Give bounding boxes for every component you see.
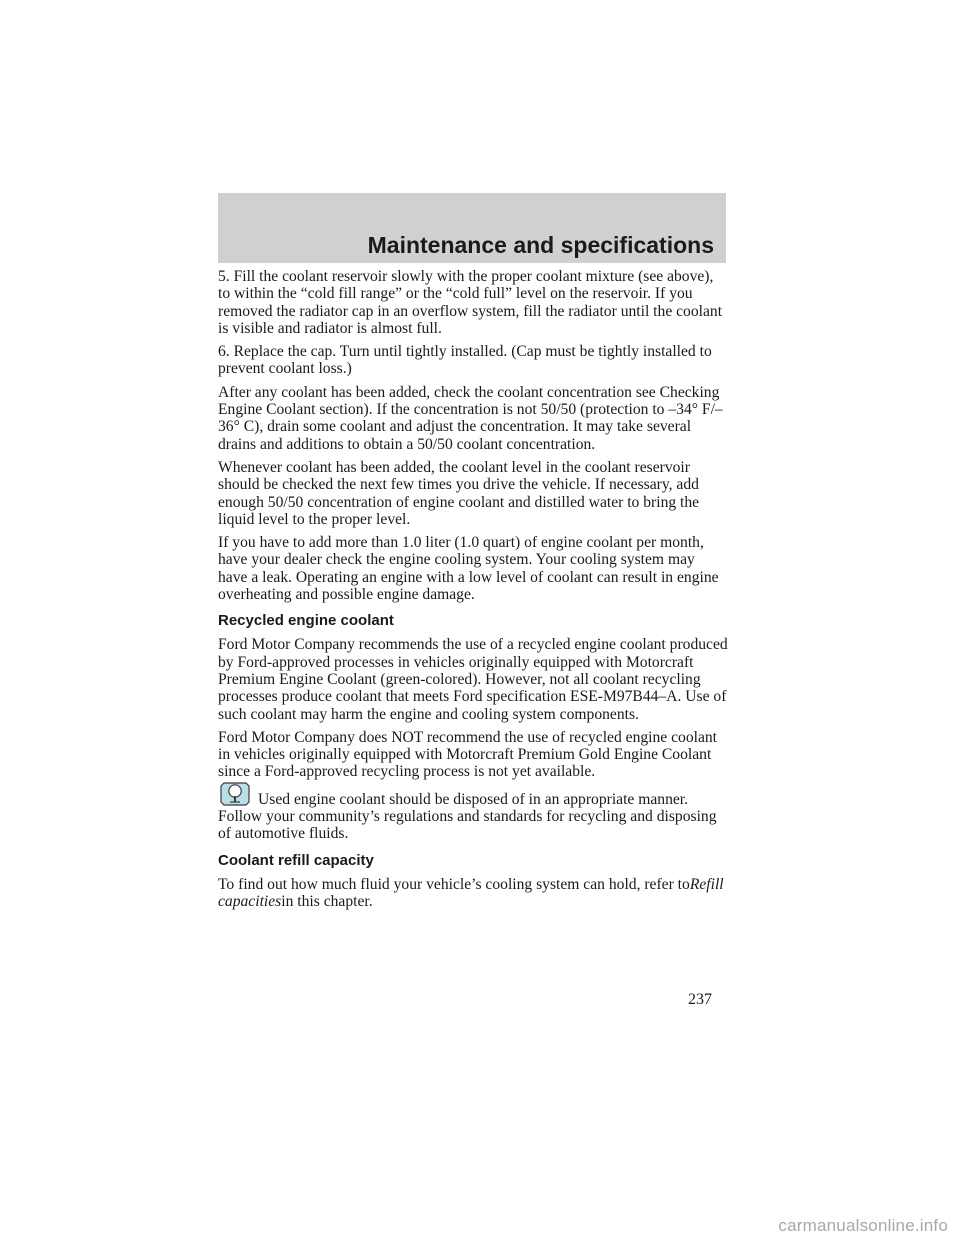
tree-environment-icon	[220, 781, 250, 807]
capacity-text-before: To find out how much fluid your vehicle’s cooling system can hold, refer to	[218, 875, 690, 893]
section-title: Maintenance and specifications	[367, 232, 714, 258]
environment-note	[218, 791, 728, 843]
environment-note-text: Used engine coolant should be disposed of in an appropriate manner. Follow your community’s regulations and standards for recycling and disposing of automotive fluids.	[218, 790, 717, 843]
section-header-band	[218, 193, 726, 263]
capacity-text-after: in this chapter.	[281, 892, 373, 910]
page-number: 237	[688, 991, 712, 1008]
watermark: carmanualsonline.info	[778, 1216, 948, 1235]
refill-capacities-reference[interactable]: Refill capacities	[218, 875, 724, 910]
page-content	[218, 268, 728, 916]
paragraph-recycled-not-recommended: Ford Motor Company does NOT recommend the use of recycled engine coolant in vehicles originally equipped with Motorcraft Premium Gold Engine Coolant since a Ford-approved recycling process is not yet available.	[218, 728, 718, 781]
paragraph-step-5: 5. Fill the coolant reservoir slowly with the proper coolant mixture (see above), to within the “cold fill range” or the “cold full” level on the reservoir. If you removed the radiator cap in an overflow system, fill the radiator until the coolant is visible and radiator is almost full.	[218, 268, 723, 337]
paragraph-recycled-recommendation: Ford Motor Company recommends the use of a recycled engine coolant produced by Ford-approved processes in vehicles originally equipped with Motorcraft Premium Engine Coolant (green-colored). However, not all coolant recycling processes produce coolant that meets Ford specification ESE-M97B44–A. Use of such coolant may harm the engine and cooling system components.	[218, 636, 728, 723]
paragraph-check-level: Whenever coolant has been added, the coolant level in the coolant reservoir should be checked the next few times you drive the vehicle. If necessary, add enough 50/50 concentration of engine coolant and distilled water to bring the liquid level to the proper level.	[218, 458, 700, 528]
paragraph-step-6: 6. Replace the cap. Turn until tightly installed. (Cap must be tightly installed to prevent coolant loss.)	[218, 343, 712, 378]
heading-recycled-coolant: Recycled engine coolant	[218, 612, 394, 630]
paragraph-check-concentration: After any coolant has been added, check the coolant concentration see Checking Engine Coolant section). If the concentration is not 50/50 (protection to –34° F/–36° C), drain some coolant and adjust the concentration. It may take several drains and additions to obtain a 50/50 coolant concentration.	[218, 383, 723, 453]
heading-refill-capacity: Coolant refill capacity	[218, 851, 374, 869]
paragraph-leak-warning: If you have to add more than 1.0 liter (1.0 quart) of engine coolant per month, have your dealer check the engine cooling system. Your cooling system may have a leak. Operating an engine with a low level of coolant can result in engine overheating and possible engine damage.	[218, 534, 719, 604]
paragraph-refill-capacity	[218, 876, 728, 911]
